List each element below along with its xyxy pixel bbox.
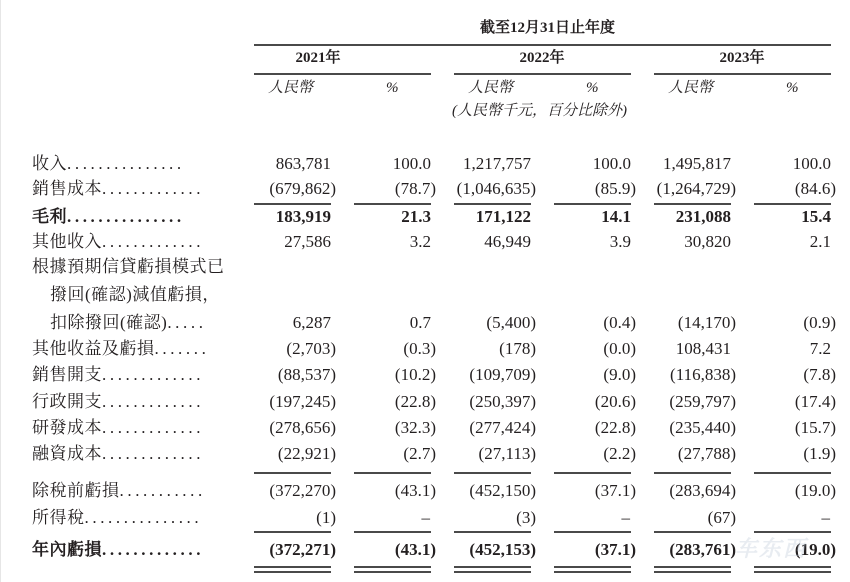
watermark-logo: 车东西 [735, 537, 808, 562]
cell-2021-pct: 3.2 [409, 232, 431, 251]
subtotal-rule [654, 531, 731, 533]
row-label-ecl-line3: 扣除撥回(確認)..... [50, 313, 207, 332]
total-double-rule [654, 571, 731, 573]
total-double-rule [354, 571, 431, 573]
subtotal-rule [554, 472, 631, 474]
cell-2023-pct: 15.4 [801, 207, 831, 226]
cell-2023-amount: (116,838) [670, 365, 736, 384]
cell-2022-amount: (452,153) [469, 540, 536, 559]
cell-2023-amount: (67) [707, 508, 736, 527]
total-double-rule [754, 571, 831, 573]
cell-2022-amount: (1,046,635) [456, 179, 536, 198]
cell-2023-pct: (0.9) [803, 313, 836, 332]
cell-2023-amount: 108,431 [675, 339, 731, 358]
cell-2022-amount: 171,122 [475, 207, 531, 226]
cell-2023-pct: (7.8) [803, 365, 836, 384]
cell-2022-pct: 100.0 [592, 154, 631, 173]
subtotal-rule [554, 203, 631, 205]
cell-2023-pct: (17.4) [794, 392, 836, 411]
subtotal-rule [754, 203, 831, 205]
cell-2023-amount: (1,264,729) [656, 179, 736, 198]
cell-2022-pct: (9.0) [603, 365, 636, 384]
row-label-other-gains-losses: 其他收益及虧損....... [32, 339, 210, 358]
cell-2023-pct: (84.6) [794, 179, 836, 198]
cell-2022-pct: (37.1) [594, 481, 636, 500]
percent-label-2021: % [386, 80, 399, 96]
cell-2021-pct: (22.8) [394, 392, 436, 411]
subtotal-rule [654, 203, 731, 205]
currency-label-2022: 人民幣 [468, 80, 514, 96]
cell-2021-amount: (197,245) [269, 392, 336, 411]
cell-2023-pct: (19.0) [794, 540, 836, 559]
percent-label-2023: % [786, 80, 799, 96]
cell-2021-amount: (278,656) [269, 418, 336, 437]
subtotal-rule [254, 531, 331, 533]
row-label-finance-costs: 融資成本............. [32, 444, 205, 463]
cell-2022-amount: (27,113) [478, 444, 536, 463]
subtotal-rule [554, 531, 631, 533]
cell-2021-pct: 0.7 [409, 313, 431, 332]
year-rule-2021 [254, 73, 431, 75]
cell-2022-pct: (2.2) [603, 444, 636, 463]
cell-2022-amount: (3) [516, 508, 536, 527]
cell-2021-pct: (2.7) [403, 444, 436, 463]
cell-2021-pct: (10.2) [394, 365, 436, 384]
cell-2021-pct: (78.7) [394, 179, 436, 198]
cell-2023-pct: (15.7) [794, 418, 836, 437]
cell-2022-pct: (20.6) [594, 392, 636, 411]
subtotal-rule [354, 203, 431, 205]
cell-2022-pct: 14.1 [601, 207, 631, 226]
period-title: 截至12月31日止年度 [480, 20, 616, 36]
cell-2023-amount: (14,170) [677, 313, 736, 332]
unit-note: (人民幣千元，百分比除外) [452, 103, 627, 119]
subtotal-rule [454, 472, 531, 474]
row-label-income-tax: 所得稅............... [32, 508, 203, 527]
subtotal-rule [354, 472, 431, 474]
year-rule-2023 [654, 73, 831, 75]
currency-label-2023: 人民幣 [668, 80, 714, 96]
cell-2021-amount: (2,703) [286, 339, 336, 358]
cell-2022-amount: 1,217,757 [463, 154, 531, 173]
cell-2023-pct: (1.9) [803, 444, 836, 463]
total-double-rule [554, 566, 631, 568]
cell-2021-pct: 21.3 [401, 207, 431, 226]
row-label-ecl-line1: 根據預期信貸虧損模式已 [32, 257, 225, 276]
row-label-revenue: 收入............... [32, 154, 185, 173]
row-label-loss-before-tax: 除稅前虧損........... [32, 481, 206, 500]
cell-2022-amount: (250,397) [469, 392, 536, 411]
row-label-loss-for-year: 年內虧損............. [32, 540, 205, 559]
cell-2022-pct: (22.8) [594, 418, 636, 437]
cell-2022-amount: (277,424) [469, 418, 536, 437]
total-double-rule [754, 566, 831, 568]
currency-label-2021: 人民幣 [268, 80, 314, 96]
year-header-2021: 2021年 [295, 50, 341, 66]
cell-2023-pct: (19.0) [794, 481, 836, 500]
cell-2021-amount: (679,862) [269, 179, 336, 198]
cell-2022-amount: (452,150) [469, 481, 536, 500]
year-header-2023: 2023年 [719, 50, 765, 66]
cell-2021-pct: – [421, 508, 430, 527]
row-label-selling-expenses: 銷售開支............. [32, 365, 205, 384]
cell-2022-pct: (0.4) [603, 313, 636, 332]
cell-2023-pct: – [821, 508, 830, 527]
cell-2022-amount: (5,400) [486, 313, 536, 332]
cell-2021-amount: 27,586 [284, 232, 331, 251]
total-double-rule [654, 566, 731, 568]
subtotal-rule [254, 472, 331, 474]
cell-2021-amount: (22,921) [277, 444, 336, 463]
cell-2022-amount: (178) [499, 339, 536, 358]
cell-2021-pct: (43.1) [394, 540, 436, 559]
percent-label-2022: % [586, 80, 599, 96]
cell-2021-amount: (88,537) [277, 365, 336, 384]
cell-2022-pct: – [621, 508, 630, 527]
subtotal-rule [454, 531, 531, 533]
year-rule-2022 [454, 73, 631, 75]
cell-2021-amount: 863,781 [275, 154, 331, 173]
total-double-rule [554, 571, 631, 573]
cell-2023-pct: 100.0 [792, 154, 831, 173]
cell-2021-amount: (1) [316, 508, 336, 527]
row-label-admin-expenses: 行政開支............. [32, 392, 205, 411]
cell-2023-amount: (283,761) [669, 540, 736, 559]
cell-2022-pct: (0.0) [603, 339, 636, 358]
subtotal-rule [454, 203, 531, 205]
row-label-ecl-line2: 撥回(確認)減值虧損， [50, 285, 220, 304]
total-double-rule [454, 571, 531, 573]
cell-2022-amount: (109,709) [469, 365, 536, 384]
cell-2023-amount: (235,440) [669, 418, 736, 437]
cell-2023-pct: 2.1 [809, 232, 831, 251]
cell-2023-amount: (27,788) [677, 444, 736, 463]
cell-2021-amount: (372,270) [269, 481, 336, 500]
total-double-rule [354, 566, 431, 568]
subtotal-rule [354, 531, 431, 533]
subtotal-rule [754, 472, 831, 474]
row-label-cost-of-sales: 銷售成本............. [32, 179, 205, 198]
cell-2023-amount: (259,797) [669, 392, 736, 411]
cell-2021-pct: (0.3) [403, 339, 436, 358]
page-left-border [0, 0, 1, 582]
cell-2021-pct: (43.1) [394, 481, 436, 500]
year-header-2022: 2022年 [519, 50, 565, 66]
row-label-gross-profit: 毛利............... [32, 207, 185, 226]
cell-2022-pct: (37.1) [594, 540, 636, 559]
cell-2023-amount: 1,495,817 [663, 154, 731, 173]
row-label-other-income: 其他收入............. [32, 232, 205, 251]
total-double-rule [254, 571, 331, 573]
cell-2021-pct: (32.3) [394, 418, 436, 437]
cell-2021-amount: 183,919 [275, 207, 331, 226]
total-double-rule [454, 566, 531, 568]
total-double-rule [254, 566, 331, 568]
cell-2022-amount: 46,949 [484, 232, 531, 251]
row-label-rnd-costs: 研發成本............. [32, 418, 205, 437]
header-rule [254, 44, 831, 46]
cell-2022-pct: 3.9 [609, 232, 631, 251]
cell-2021-amount: (372,271) [269, 540, 336, 559]
cell-2023-amount: 231,088 [675, 207, 731, 226]
subtotal-rule [254, 203, 331, 205]
cell-2023-amount: 30,820 [684, 232, 731, 251]
cell-2023-amount: (283,694) [669, 481, 736, 500]
cell-2021-pct: 100.0 [392, 154, 431, 173]
cell-2023-pct: 7.2 [809, 339, 831, 358]
cell-2021-amount: 6,287 [292, 313, 331, 332]
subtotal-rule [654, 472, 731, 474]
cell-2022-pct: (85.9) [594, 179, 636, 198]
